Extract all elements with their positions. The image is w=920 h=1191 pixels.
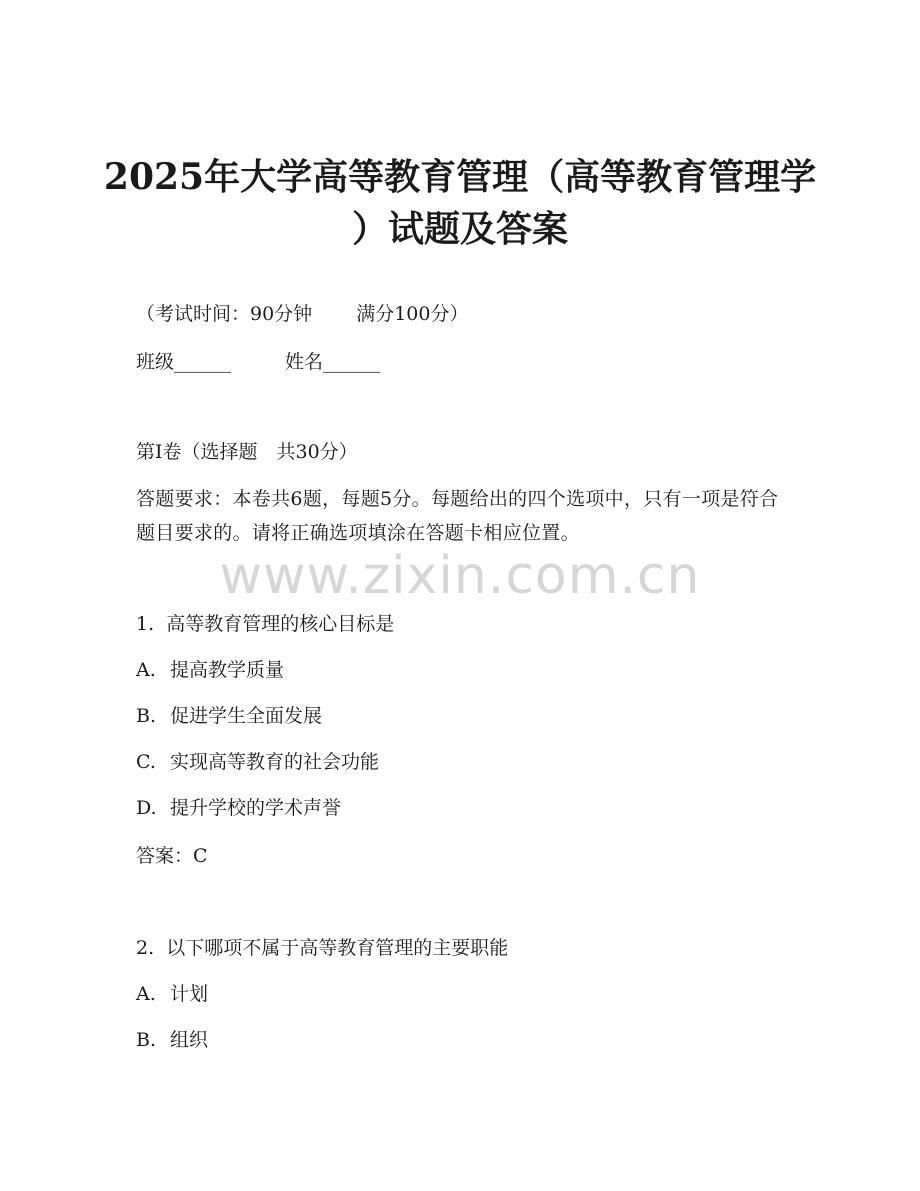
option-key: B. bbox=[136, 705, 157, 727]
option-text: 促进学生全面发展 bbox=[170, 705, 323, 727]
student-info bbox=[136, 348, 380, 376]
option-text: 提高教学质量 bbox=[170, 659, 285, 681]
question-2-stem: 2. 以下哪项不属于高等教育管理的主要职能 bbox=[136, 937, 509, 959]
question-1-option-b bbox=[136, 702, 322, 730]
exam-title-line-2: ）试题及答案 bbox=[351, 208, 568, 250]
class-field: 班级______ bbox=[136, 351, 232, 373]
option-key: A. bbox=[136, 659, 156, 681]
option-key: C. bbox=[136, 751, 156, 773]
option-key: D. bbox=[136, 797, 157, 819]
exam-title-line-1: 2025年大学高等教育管理（高等教育管理学 bbox=[103, 156, 817, 198]
name-field: 姓名______ bbox=[285, 351, 381, 373]
question-2-option-b bbox=[136, 1026, 208, 1054]
option-text: 实现高等教育的社会功能 bbox=[170, 751, 380, 773]
section-header: 第Ⅰ卷（选择题 共30分） bbox=[136, 441, 358, 463]
exam-full-score: 满分100分） bbox=[356, 303, 469, 325]
option-text: 组织 bbox=[170, 1029, 209, 1051]
exam-info bbox=[136, 300, 468, 328]
option-key: B. bbox=[136, 1029, 157, 1051]
question-1-stem: 1. 高等教育管理的核心目标是 bbox=[136, 613, 395, 635]
watermark: www.zixin.com.cn bbox=[219, 546, 701, 606]
option-key: A. bbox=[136, 983, 156, 1005]
answer-requirement: 答题要求：本卷共6题，每题5分。每题给出的四个选项中，只有一项是符合题目要求的。请将正确选项填涂在答题卡相应位置。 bbox=[136, 488, 779, 544]
question-1-option-d bbox=[136, 794, 341, 822]
exam-time: （考试时间：90分钟 bbox=[136, 303, 313, 325]
option-text: 提升学校的学术声誉 bbox=[170, 797, 342, 819]
option-text: 计划 bbox=[170, 983, 209, 1005]
question-1-answer: 答案：C bbox=[136, 845, 208, 867]
question-1-option-a bbox=[136, 656, 284, 684]
question-1-option-c bbox=[136, 748, 379, 776]
question-2-option-a bbox=[136, 980, 208, 1008]
